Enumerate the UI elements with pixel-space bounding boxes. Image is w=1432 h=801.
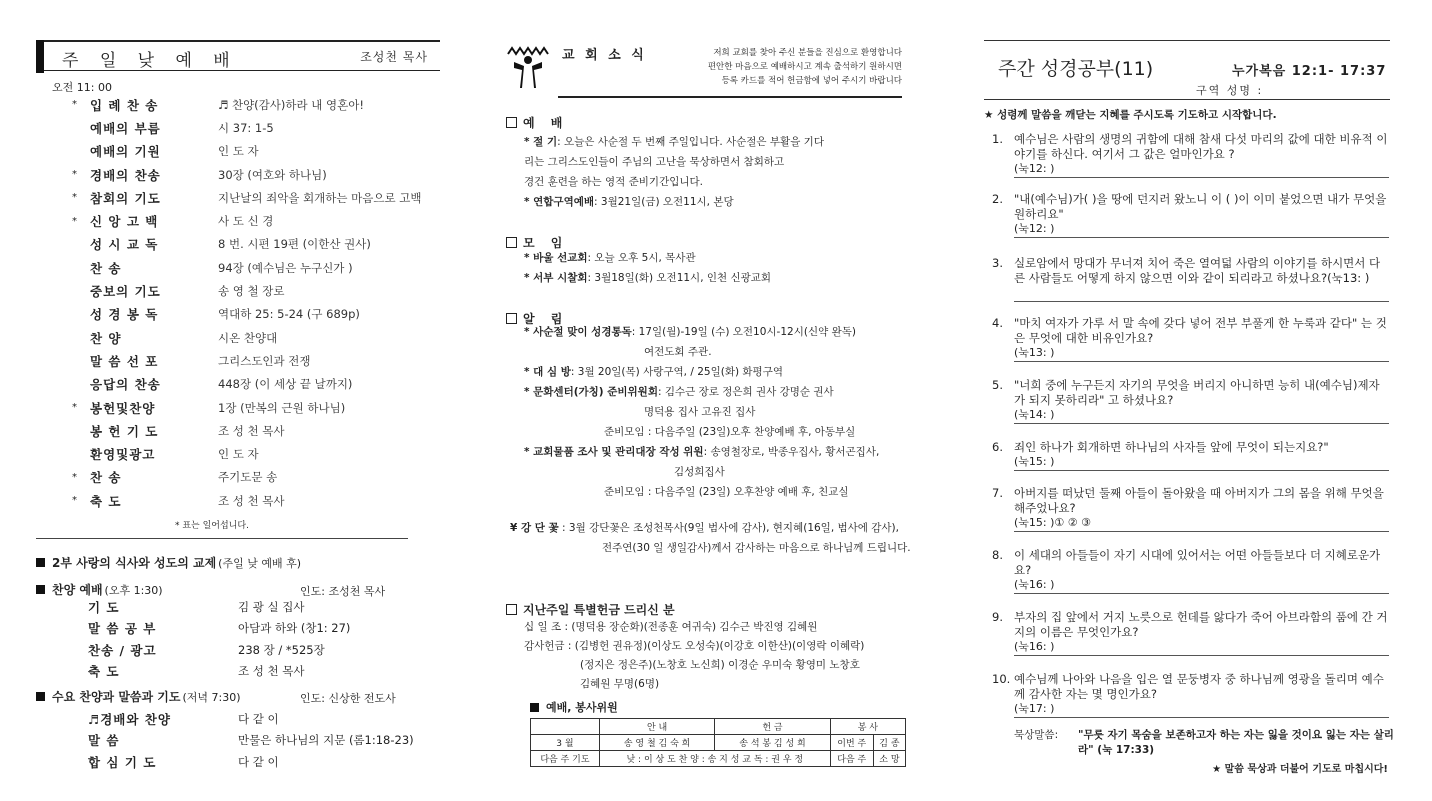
order-value: 30장 (여호와 하나님)	[218, 167, 327, 182]
divider	[984, 99, 1390, 100]
question-item	[992, 440, 1390, 455]
question-text: 예수님은 사람의 생명의 귀함에 대해 참새 다섯 마리의 값에 대한 비유적 이야기를 하신다. 여기서 그 값은 얼마인가요 ?	[1014, 132, 1388, 161]
checkbox-icon	[506, 237, 517, 248]
worship-order-row	[72, 116, 452, 139]
study-group-name-field: 구역 성명 :	[1196, 84, 1264, 97]
news-item-text: 준비모임 : 다음주일 (23일)오후 찬양예배 후, 아동부실	[604, 426, 856, 438]
question-text: 부자의 집 앞에서 거지 노릇으로 헌데를 앓다가 죽어 아브라함의 품에 간 거지의 이름은 무엇인가요?	[1014, 610, 1388, 639]
news-item-text: 여전도회 주관.	[644, 346, 712, 358]
wed-service-heading	[36, 688, 241, 705]
order-value: 역대하 25: 5-24 (구 689p)	[218, 307, 360, 322]
table-cell: 송 석 봉 김 성 희	[715, 735, 830, 751]
question-number: 7.	[992, 486, 1003, 500]
question-item	[992, 378, 1390, 408]
order-value: 인 도 자	[218, 144, 259, 159]
wed-service-time: (저녁 7:30)	[182, 690, 241, 704]
news-item-label: * 연합구역예배	[524, 196, 595, 208]
worship-order-row	[72, 233, 452, 256]
question-text: 이 세대의 아들들이 자기 시대에 있어서는 어떤 아들들보다 더 지혜로운가요?	[1014, 548, 1381, 577]
service-value: 만물은 하나님의 지문 (롬1:18-23)	[238, 733, 414, 748]
flower-line: : 3월 강단꽃은 조성천목사(9일 범사에 감사), 현지혜(16일, 범사에 감사),	[562, 522, 899, 534]
welcome-line: 편안한 마음으로 예배하시고 계속 출석하기 원하시면	[707, 62, 902, 72]
table-cell	[531, 719, 600, 735]
table-cell: 안 내	[599, 719, 714, 735]
order-label: 찬 송	[90, 470, 122, 486]
flower-label: ¥ 강 단 꽃	[510, 522, 559, 534]
question-number: 2.	[992, 192, 1003, 206]
news-item-text: 김성희집사	[674, 466, 725, 478]
news-item-text: : 송영철장로, 박종우집사, 황서곤집사,	[703, 446, 880, 458]
service-value: 조 성 천 목사	[238, 664, 305, 679]
order-label: 찬 송	[90, 260, 122, 276]
news-item-label: * 바울 선교회	[524, 252, 588, 264]
news-item	[604, 422, 914, 442]
question-item	[992, 316, 1390, 346]
worship-order-row	[72, 209, 452, 232]
standing-mark: *	[72, 99, 77, 111]
order-label: 경배의 찬송	[90, 167, 161, 183]
order-value: 사 도 신 경	[218, 214, 274, 229]
news-item	[524, 192, 904, 212]
answer-line	[1014, 286, 1389, 302]
worship-order-row	[72, 466, 452, 489]
question-item	[992, 192, 1390, 222]
order-value: 주기도문 송	[218, 470, 278, 485]
question-text: 실로암에서 망대가 무너져 치어 죽은 열여덟 사람의 이야기를 하시면서 다른 사람들도 어떻게 하지 않으면 이와 같이 되리라고 하셨나요?(눅13: )	[1014, 256, 1381, 285]
welcome-line: 저희 교회를 찾아 주신 분들을 진심으로 환영합니다	[713, 48, 902, 58]
news-title: 교 회 소 식	[562, 48, 647, 63]
worship-order-list	[72, 93, 452, 512]
worship-order-row	[72, 489, 452, 512]
news-item	[524, 132, 904, 152]
news-item	[524, 172, 904, 192]
square-bullet-icon	[36, 558, 45, 567]
standing-mark: *	[72, 402, 77, 413]
order-value: 시 37: 1-5	[218, 120, 274, 135]
checkbox-icon	[506, 313, 517, 324]
standing-mark: *	[72, 169, 77, 181]
divider	[558, 96, 902, 98]
question-item	[992, 672, 1390, 702]
question-text: 죄인 하나가 회개하면 하나님의 사자들 앞에 무엇이 되는지요?"	[1014, 440, 1329, 454]
memory-verse	[1014, 728, 1394, 758]
duty-heading	[530, 699, 618, 715]
news-item	[524, 248, 904, 268]
worship-order-row	[72, 93, 452, 116]
question-item	[992, 486, 1390, 516]
order-label: 말 씀 선 포	[90, 353, 159, 369]
part2-sub: (주일 낮 예배 후)	[218, 556, 302, 570]
news-item-label: * 교회물품 조사 및 관리대장 작성 위원	[524, 446, 704, 458]
worship-time: 오전 11: 00	[52, 81, 112, 94]
news-item-text: : 김수근 장로 정은희 권사 강명순 권사	[657, 386, 834, 398]
question-item	[992, 610, 1390, 640]
order-value: 8 번. 시편 19편 (이한산 권사)	[218, 237, 371, 252]
news-item-label: * 문화센터(가칭) 준비위원회	[524, 386, 658, 398]
question-text: "내(예수님)가( )을 땅에 던지러 왔노니 이 ( )이 이미 붙었으면 내가 무엇을 원하리요"	[1014, 192, 1387, 221]
news-item	[524, 322, 914, 342]
question-number: 3.	[992, 256, 1003, 270]
service-row	[70, 730, 440, 752]
worship-order-row	[72, 326, 452, 349]
service-row	[70, 618, 440, 640]
worship-order-row	[72, 442, 452, 465]
worship-header	[36, 40, 440, 71]
service-row	[70, 596, 440, 618]
question-number: 1.	[992, 132, 1003, 146]
flower-line: 전주연(30 일 생일감사)께서 감사하는 마음으로 하나님께 드립니다.	[602, 542, 911, 554]
offering-list	[524, 618, 914, 694]
worship-order-row	[72, 163, 452, 186]
news-item-text: : 3월21일(금) 오전11시, 본당	[594, 196, 734, 208]
question-number: 4.	[992, 316, 1003, 330]
question-number: 6.	[992, 440, 1003, 454]
news-item	[674, 462, 914, 482]
order-label: 예배의 부름	[90, 120, 161, 136]
worship-order-row	[72, 140, 452, 163]
header-bar	[36, 40, 44, 73]
news-item-label: * 서부 시찰회	[524, 272, 588, 284]
table-cell: 낮 : 이 상 도 찬 양 : 송 지 성 교 독 : 권 우 정	[599, 751, 830, 767]
answer-line: (눅15: )① ② ③	[1014, 516, 1389, 532]
square-bullet-icon	[530, 703, 539, 712]
part2-heading	[36, 554, 301, 571]
worship-title: 주 일 낮 예 배	[62, 51, 238, 71]
study-title: 주간 성경공부(11)	[998, 58, 1154, 80]
order-label: 중보의 기도	[90, 284, 161, 300]
service-label: 기 도	[88, 599, 120, 615]
study-range: 누가복음 12:1- 17:37	[1232, 64, 1387, 79]
news-item-text: 명덕용 집사 고유진 집사	[644, 406, 756, 418]
offering-line: 김혜원 무명(6명)	[580, 678, 660, 690]
question-item	[992, 256, 1390, 286]
service-label: 축 도	[88, 664, 120, 680]
heading-text: 모 임	[523, 236, 569, 250]
divider	[36, 538, 408, 539]
service-row	[70, 639, 440, 661]
worship-order-row	[72, 186, 452, 209]
worship-news-heading	[506, 114, 568, 131]
order-label: 응답의 찬송	[90, 377, 161, 393]
order-value: 시온 찬양대	[218, 330, 278, 345]
service-label: 말 씀 공 부	[88, 621, 157, 637]
offering-heading	[506, 601, 675, 618]
news-item	[524, 268, 904, 288]
news-item-text: : 3월 20일(목) 사랑구역, / 25일(화) 화평구역	[570, 366, 783, 378]
standing-mark: *	[72, 192, 77, 204]
welcome-message	[676, 46, 902, 88]
table-cell: 봉 사	[830, 719, 905, 735]
worship-order-row	[72, 256, 452, 279]
answer-line: (눅15: )	[1014, 455, 1389, 471]
news-item-text: : 오늘은 사순절 두 번째 주일입니다. 사순절은 부활을 기다	[557, 136, 824, 148]
praise-service-title: 찬양 예배	[52, 583, 103, 597]
order-label: 입 례 찬 송	[90, 97, 159, 113]
news-item	[604, 482, 914, 502]
question-number: 9.	[992, 610, 1003, 624]
order-value: 조 성 천 목사	[218, 493, 285, 508]
order-label: 봉 헌 기 도	[90, 423, 159, 439]
service-value: 아담과 하와 (창1: 27)	[238, 621, 351, 636]
order-value: 인 도 자	[218, 447, 259, 462]
order-label: 찬 양	[90, 330, 122, 346]
service-label: 합 심 기 도	[88, 754, 157, 770]
news-item	[524, 382, 914, 402]
news-item-label: * 사순절 맞이 성경통독	[524, 326, 632, 338]
checkbox-icon	[506, 117, 517, 128]
service-value: 다 같 이	[238, 754, 279, 769]
order-value: 송 영 철 장로	[218, 284, 285, 299]
offering-line: (정지은 정은주)(노창호 노신희) 이경순 우미숙 황영미 노창호	[580, 659, 860, 671]
closing-text: ★ 말씀 묵상과 더불어 기도로 마칩시다!	[1212, 764, 1388, 775]
order-label: 환영및광고	[90, 447, 156, 463]
answer-line: (눅17: )	[1014, 702, 1389, 718]
answer-line: (눅12: )	[1014, 222, 1389, 238]
news-item-label: * 절 기	[524, 136, 558, 148]
part2-title: 2부 사랑의 식사와 성도의 교제	[52, 556, 217, 570]
order-label: 성 경 봉 독	[90, 307, 159, 323]
worship-order-row	[72, 279, 452, 302]
answer-line: (눅13: )	[1014, 346, 1389, 362]
question-text: 예수님께 나아와 나음을 입은 열 문둥병자 중 하나님께 영광을 돌리며 예수께 감사한 자는 몇 명인가요?	[1014, 672, 1384, 701]
worship-order-row	[72, 373, 452, 396]
order-label: 예배의 기원	[90, 144, 161, 160]
order-value: 조 성 천 목사	[218, 423, 285, 438]
question-text: "너희 중에 누구든지 자기의 무엇을 버리지 아니하면 능히 내(예수님)제자가 되지 못하리라" 고 하셨나요?	[1014, 378, 1380, 407]
worship-order-row	[72, 419, 452, 442]
order-value: 94장 (예수님은 누구신가 )	[218, 260, 353, 275]
order-label: 신 앙 고 백	[90, 214, 159, 230]
order-value: 448장 (이 세상 끝 날까지)	[218, 377, 353, 392]
offering-line: 십 일 조 : (명덕용 장순화)(전종훈 여귀숙) 김수근 박진영 김혜원	[524, 621, 818, 633]
table-cell: 다음 주	[830, 751, 873, 767]
table-cell: 송 영 철 김 숙 희	[599, 735, 714, 751]
study-intro: ★ 성령께 말씀을 깨닫는 지혜를 주시도록 기도하고 시작합니다.	[984, 109, 1277, 121]
question-item	[992, 548, 1390, 578]
bible-study-column	[950, 0, 1432, 801]
standing-mark: *	[72, 495, 77, 507]
service-row	[70, 708, 440, 730]
standing-mark: *	[72, 471, 77, 483]
table-cell: 김 종	[873, 735, 905, 751]
question-number: 10.	[992, 672, 1011, 686]
order-label: 참회의 기도	[90, 190, 161, 206]
answer-line: (눅14: )	[1014, 408, 1389, 424]
worship-order-column	[0, 0, 470, 801]
choir-figure-icon	[506, 44, 550, 90]
worship-preacher: 조성천 목사	[360, 50, 428, 64]
welcome-line: 등록 카드를 적어 헌금함에 넣어 주시기 바랍니다	[721, 76, 902, 86]
question-number: 8.	[992, 548, 1003, 562]
service-label: 찬송 / 광고	[88, 642, 157, 658]
offering-line: 감사헌금 : (김병헌 권유정)(이상도 오성숙)(이강호 이한산)(이영락 이혜락)	[524, 640, 865, 652]
news-item-text: : 17일(월)-19일 (수) 오전10시-12시(신약 완독)	[631, 326, 856, 338]
question-text: "마치 여자가 가루 서 말 속에 갖다 넣어 전부 부풀게 한 누룩과 같다" 는 것은 무엇에 대한 비유인가요?	[1014, 316, 1387, 345]
question-item	[992, 132, 1390, 162]
praise-service-list	[70, 596, 440, 682]
service-value: 238 장 / *525장	[238, 642, 325, 657]
table-cell: 3 월	[531, 735, 600, 751]
duty-title: 예배, 봉사위원	[546, 701, 618, 714]
news-item-text: 준비모임 : 다음주일 (23일) 오후찬양 예배 후, 친교실	[604, 486, 849, 498]
order-label: 축 도	[90, 493, 122, 509]
standing-note: * 표는 일어섭니다.	[175, 521, 249, 531]
news-item	[644, 402, 914, 422]
table-cell: 다음 주 기도	[531, 751, 600, 767]
order-value: 그리스도인과 전쟁	[218, 353, 311, 368]
service-row	[70, 661, 440, 683]
answer-line: (눅16: )	[1014, 578, 1389, 594]
altar-flower-notice	[510, 518, 930, 558]
order-label: 봉헌및찬양	[90, 400, 156, 416]
checkbox-icon	[506, 604, 517, 615]
memory-label: 묵상말씀:	[1014, 729, 1059, 741]
heading-text: 알 림	[523, 312, 569, 326]
service-value: 김 광 실 집사	[238, 599, 305, 614]
praise-service-time: (오후 1:30)	[104, 583, 163, 597]
square-bullet-icon	[36, 585, 45, 594]
table-cell: 소 망	[873, 751, 905, 767]
wed-service-title: 수요 찬양과 말씀과 기도	[52, 690, 181, 704]
wed-service-leader: 인도: 신상한 전도사	[300, 692, 396, 705]
worship-order-row	[72, 303, 452, 326]
table-row	[531, 735, 906, 751]
square-bullet-icon	[36, 692, 45, 701]
news-item-text: : 3월18일(화) 오전11시, 인천 신광교회	[587, 272, 772, 284]
service-label: ♬경배와 찬양	[88, 711, 171, 727]
table-cell: 헌 금	[715, 719, 830, 735]
worship-order-row	[72, 396, 452, 419]
worship-order-row	[72, 349, 452, 372]
answer-line: (눅16: )	[1014, 640, 1389, 656]
order-value: ♬ 찬양(감사)하라 내 영혼아!	[218, 97, 364, 112]
news-item-text: 경건 훈련을 하는 영적 준비기간입니다.	[524, 176, 703, 188]
answer-line: (눅12: )	[1014, 162, 1389, 178]
wed-service-list	[70, 708, 440, 773]
question-text: 아버지를 떠났던 둘째 아들이 돌아왔을 때 아버지가 그의 몸을 위해 무엇을 해주었나요?	[1014, 486, 1384, 515]
order-label: 성 시 교 독	[90, 237, 159, 253]
news-item-text: 리는 그리스도인들이 주님의 고난을 묵상하면서 참회하고	[524, 156, 785, 168]
duty-table	[530, 718, 906, 767]
table-row	[531, 751, 906, 767]
news-item-label: * 대 심 방	[524, 366, 571, 378]
memory-text: "무릇 자기 목숨을 보존하고자 하는 자는 잃을 것이요 잃는 자는 살리라" (눅 17:33)	[1078, 729, 1394, 756]
news-item	[644, 342, 914, 362]
news-item	[524, 442, 914, 462]
service-row	[70, 751, 440, 773]
heading-text: 예 배	[523, 116, 569, 130]
divider	[984, 40, 1390, 41]
order-value: 1장 (만복의 근원 하나님)	[218, 400, 346, 415]
table-cell: 이번 주	[830, 735, 873, 751]
standing-mark: *	[72, 215, 77, 227]
church-news-column	[470, 0, 950, 801]
service-value: 다 같 이	[238, 711, 279, 726]
news-item-text: : 오늘 오후 5시, 목사관	[587, 252, 696, 264]
news-item	[524, 152, 904, 172]
order-value: 지난날의 죄악을 회개하는 마음으로 고백	[218, 190, 422, 205]
praise-service-leader: 인도: 조성천 목사	[300, 585, 386, 598]
news-item	[524, 362, 914, 382]
offering-title: 지난주일 특별헌금 드리신 분	[523, 603, 675, 617]
service-label: 말 씀	[88, 733, 120, 749]
question-number: 5.	[992, 378, 1003, 392]
table-row	[531, 719, 906, 735]
